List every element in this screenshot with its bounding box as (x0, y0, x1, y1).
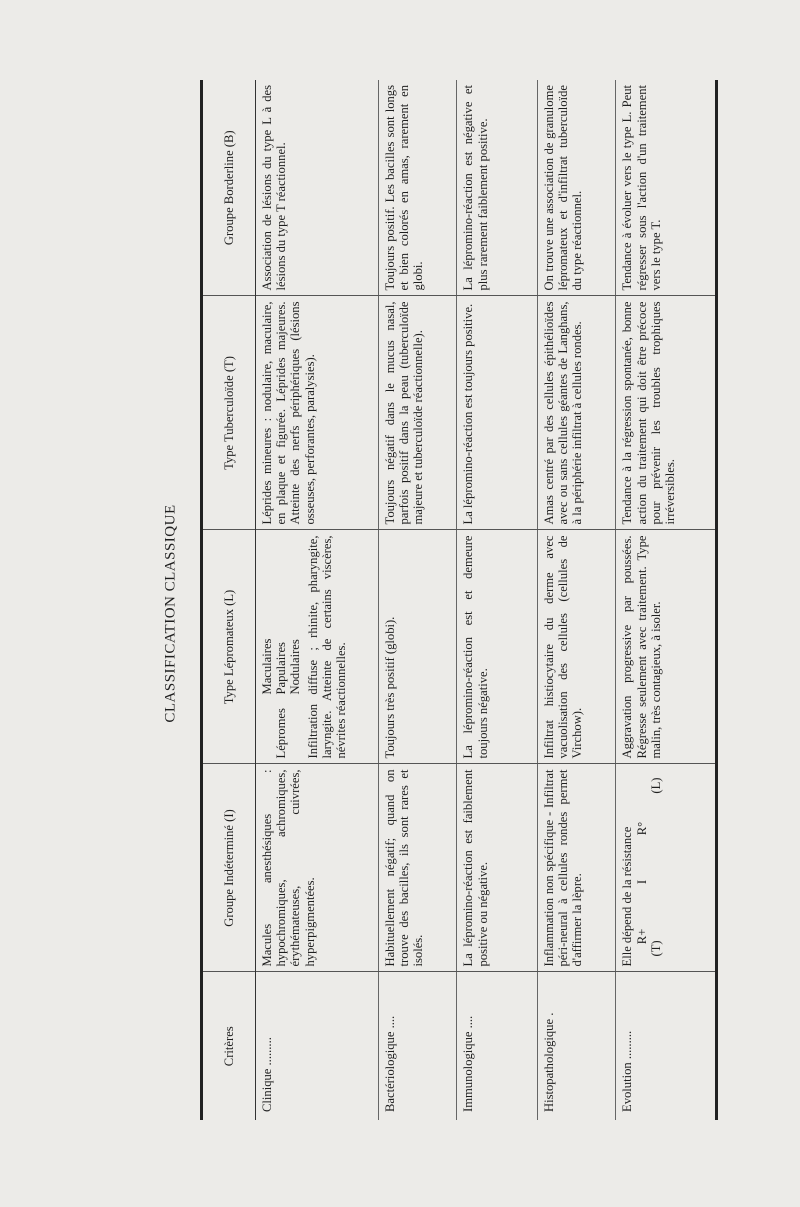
indetermine-cell: Macules anesthésiques : hypochromiques, achromiques, érythémateuses, cuivrées, hyperpigmentées. (256, 764, 379, 972)
table-row (378, 80, 457, 1120)
table-row (256, 80, 379, 1120)
tuberculoide-cell: Amas centré par des cellules épithélioïdes avec ou sans cellules géantes de Langhans, à la périphérie infiltrat à cellules rondes. (537, 296, 616, 530)
classification-table (200, 80, 718, 1120)
indetermine-cell: La lépromino-réaction est faiblement positive ou négative. (457, 764, 538, 972)
tuberculoide-cell: Léprides mineures : nodulaire, maculaire, en plaque et figurée. Léprides majeures. Atteinte des nerfs périphériques (lésions osseuses, perforantes, paralysies). (256, 296, 379, 530)
page-title-text: CLASSIFICATION CLASSIQUE (162, 503, 179, 723)
lepromateux-text: Infiltration diffuse ; rhinite, pharyngite, laryngite. Atteinte de certains viscères, névrites réactionnelles. (305, 535, 349, 759)
table-row (457, 80, 538, 1120)
table-row (537, 80, 616, 1120)
borderline-cell: Toujours positif. Les bacilles sont longs et bien colorés en amas, rarement en globi. (378, 80, 457, 296)
borderline-cell: On trouve une association de granulome lépromateux et d'infiltrat tuberculoïde du type réactionnel. (537, 80, 616, 296)
lepromateux-cell: Aggravation progressive par poussées. Régresse seulement avec traitement. Type malin, très contagieux, à isoler. (616, 530, 717, 764)
tuberculoide-cell: Tendance à la régression spontanée, bonne action du traitement qui doit être précoce pour prévenir les troubles trophiques irréversibles. (616, 296, 717, 530)
criterion-cell: Immunologique .... (457, 972, 538, 1120)
classification-table-container (200, 80, 718, 1120)
table-row (616, 80, 717, 1120)
lepromateux-cell (256, 530, 379, 764)
lepromes-type: Papulaires (274, 642, 289, 695)
criterion-cell: Evolution ......... (616, 972, 717, 1120)
indetermine-cell (616, 764, 717, 972)
lepromes-block (260, 536, 303, 759)
indetermine-cell: Habituellement négatif; quand on trouve des bacilles, ils sont rares et isolés. (378, 764, 457, 972)
table-header-row (202, 80, 256, 1120)
indetermine-cell: Inflammation non spécifique - Infiltrat péri-neural à cellules rondes permet d'affirmer la lèpre. (537, 764, 616, 972)
header-indetermine: Groupe Indéterminé (I) (202, 764, 256, 972)
resistance-symbol: (L) (648, 777, 663, 794)
header-lepromateux: Type Lépromateux (L) (202, 530, 256, 764)
borderline-cell: Association de lésions du type L à des lésions du type T réactionnel. (256, 80, 379, 296)
tuberculoide-cell: Toujours négatif dans le mucus nasal, parfois positif dans la peau (tuberculoïde majeure et tuberculoïde réactionnelle). (378, 296, 457, 530)
criterion-cell: Histopathologique . (537, 972, 616, 1120)
lepromateux-cell: Toujours très positif (globi). (378, 530, 457, 764)
lepromateux-cell: La léprominо-réaction est et demeure toujours négative. (457, 530, 538, 764)
resistance-notation (635, 770, 663, 967)
page-title (156, 488, 186, 738)
lepromes-type: Maculaires (260, 638, 274, 695)
criterion-cell: Clinique ......... (260, 1037, 274, 1112)
lepromes-label: Lépromes (274, 708, 289, 759)
borderline-cell: La léprominо-réaction est négative et plus rarement faiblement positive. (457, 80, 538, 296)
header-tuberculoide: Type Tuberculoïde (T) (202, 296, 256, 530)
resistance-text: Elle dépend de la résistance (620, 826, 635, 967)
borderline-cell: Tendance à évoluer vers le type L. Peut régresser sous l'action d'un traitement vers le type T. (616, 80, 717, 296)
tuberculoide-cell: La léprominо-réaction est toujours positive. (457, 296, 538, 530)
resistance-symbol: R° (634, 821, 649, 836)
lepromes-type: Nodulaires (288, 639, 303, 695)
resistance-symbol: R+ (634, 928, 649, 945)
lepromes-types (260, 639, 303, 707)
resistance-symbol: I (634, 879, 649, 885)
header-criteres: Critères (202, 972, 256, 1120)
header-borderline: Groupe Borderline (B) (202, 80, 256, 296)
resistance-symbol: (T) (648, 940, 663, 957)
lepromateux-cell: Infiltrat histiocytaire du derme avec vacuolisation des cellules (cellules de Virchow). (537, 530, 616, 764)
criterion-cell: Bactériologique .... (378, 972, 457, 1120)
